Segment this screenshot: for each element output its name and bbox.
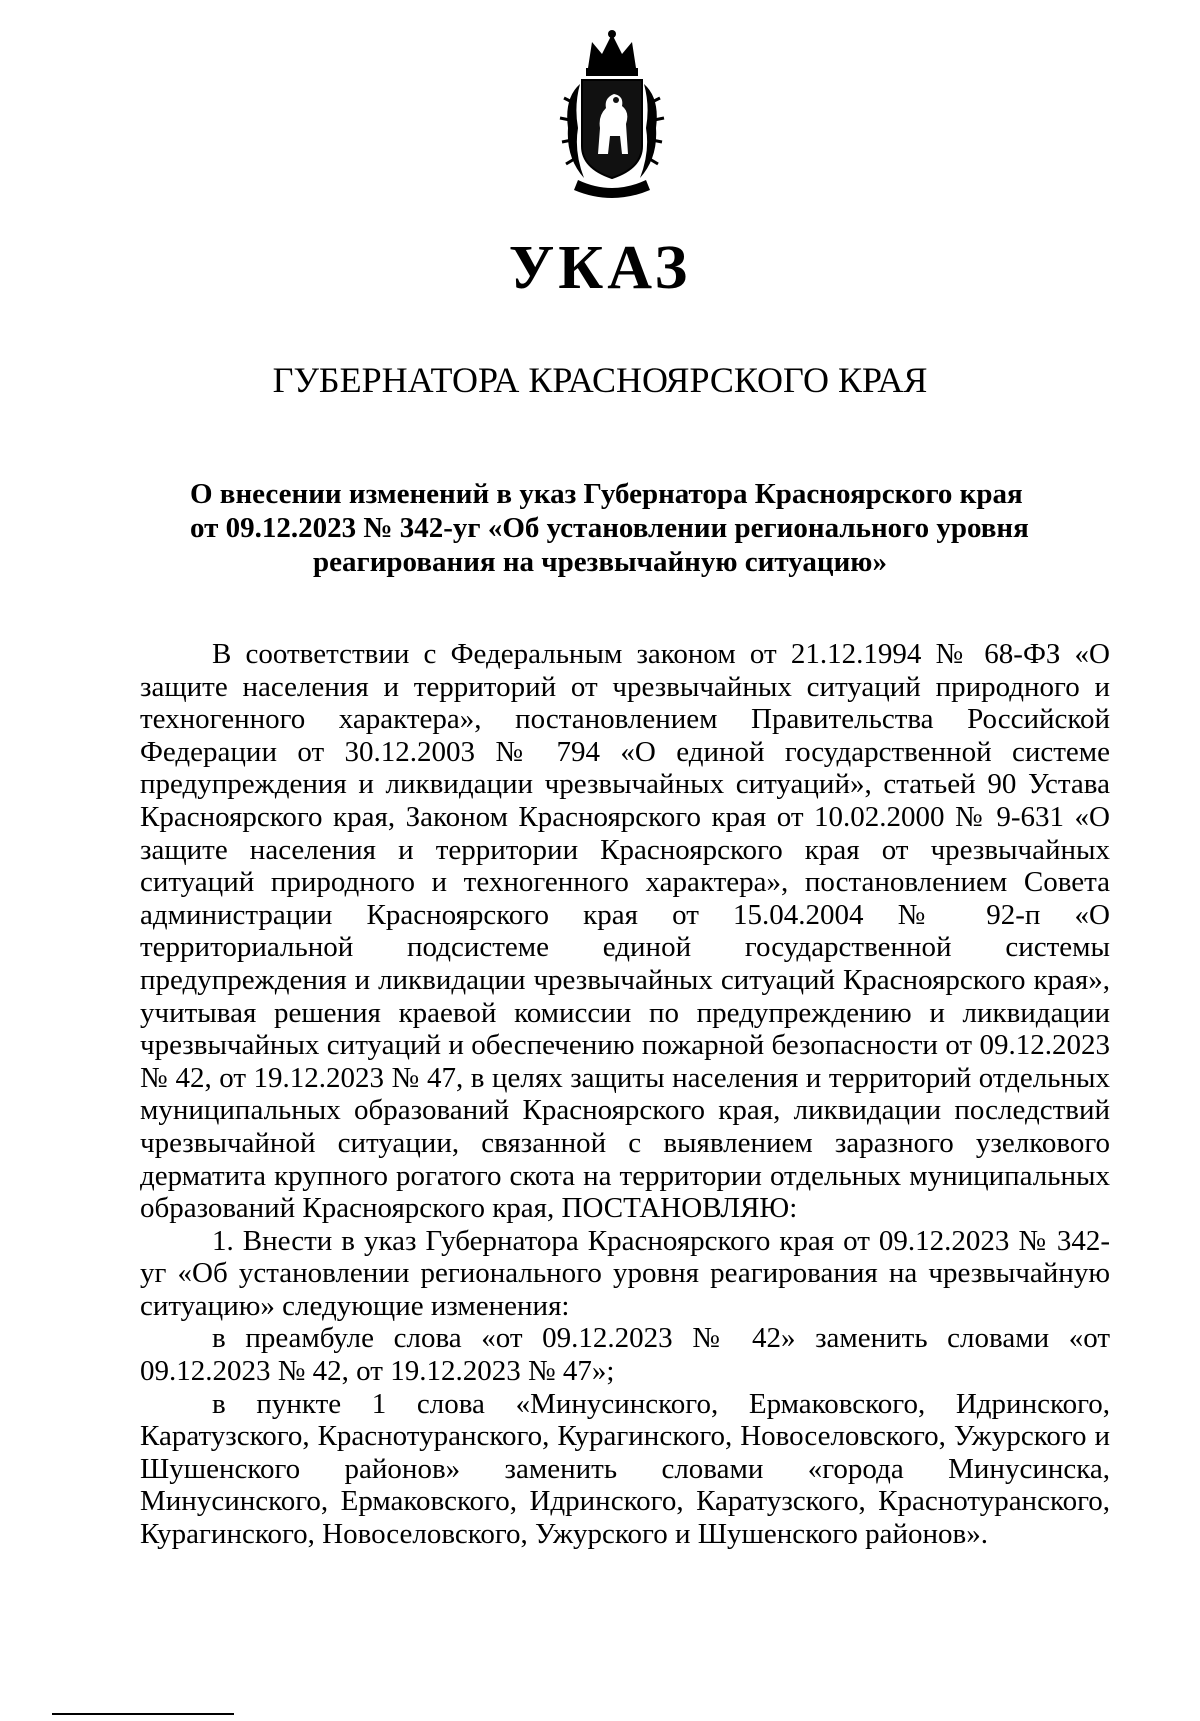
document-title-line: О внесении изменений в указ Губернатора Красноярского края <box>190 478 1023 510</box>
document-type-heading: УКАЗ <box>508 234 692 302</box>
document-title-line: от 09.12.2023 № 342-уг «Об установлении регионального уровня <box>190 512 1029 544</box>
document-body <box>140 638 1110 1551</box>
body-paragraph-change-item-1: в пункте 1 слова «Минусинского, Ермаковского, Идринского, Каратузского, Краснотуранского, Курагинского, Новоселовского, Ужурского и Шушенского районов» заменить словами «города Минусинска, Минусинского, Ермаковского, Идринского, Каратузского, Краснотуранского, Курагинского, Новоселовского, Ужурского и Шушенского районов». <box>140 1387 1110 1551</box>
krasnoyarsk-coat-of-arms-icon <box>558 28 666 206</box>
body-paragraph-change-preamble: в преамбуле слова «от 09.12.2023 № 42» заменить словами «от 09.12.2023 № 42, от 19.12.2023 № 47»; <box>140 1322 1110 1388</box>
body-paragraph-item-1: 1. Внести в указ Губернатора Красноярского края от 09.12.2023 № 342-уг «Об установлении регионального уровня реагирования на чрезвычайную ситуацию» следующие изменения: <box>140 1224 1110 1322</box>
document-title <box>190 477 1029 579</box>
document-title-line: реагирования на чрезвычайную ситуацию» <box>313 546 887 578</box>
footer-divider <box>52 1713 234 1715</box>
body-paragraph-preamble: В соответствии с Федеральным законом от 21.12.1994 № 68-ФЗ «О защите населения и территорий от чрезвычайных ситуаций природного и техногенного характера», постановлением Правительства Российской Федерации от 30.12.2003 № 794 «О единой государственной системе предупреждения и ликвидации чрезвычайных ситуаций», статьей 90 Устава Красноярского края, Законом Красноярского края от 10.02.2000 № 9-631 «О защите населения и территории Красноярского края от чрезвычайных ситуаций природного и техногенного характера», постановлением Совета администрации Красноярского края от 15.04.2004 № 92-п «О территориальной подсистеме единой государственной системы предупреждения и ликвидации чрезвычайных ситуаций Красноярского края», учитывая решения краевой комиссии по предупреждению и ликвидации чрезвычайных ситуаций и обеспечению пожарной безопасности от 09.12.2023 № 42, от 19.12.2023 № 47, в целях защиты населения и территорий отдельных муниципальных образований Красноярского края, ликвидации последствий чрезвычайной ситуации, связанной с выявлением заразного узелкового дерматита крупного рогатого скота на территории отдельных муниципальных образований Красноярского края, ПОСТАНОВЛЯЮ: <box>140 638 1110 1225</box>
issuer-heading: ГУБЕРНАТОРА КРАСНОЯРСКОГО КРАЯ <box>272 360 928 400</box>
